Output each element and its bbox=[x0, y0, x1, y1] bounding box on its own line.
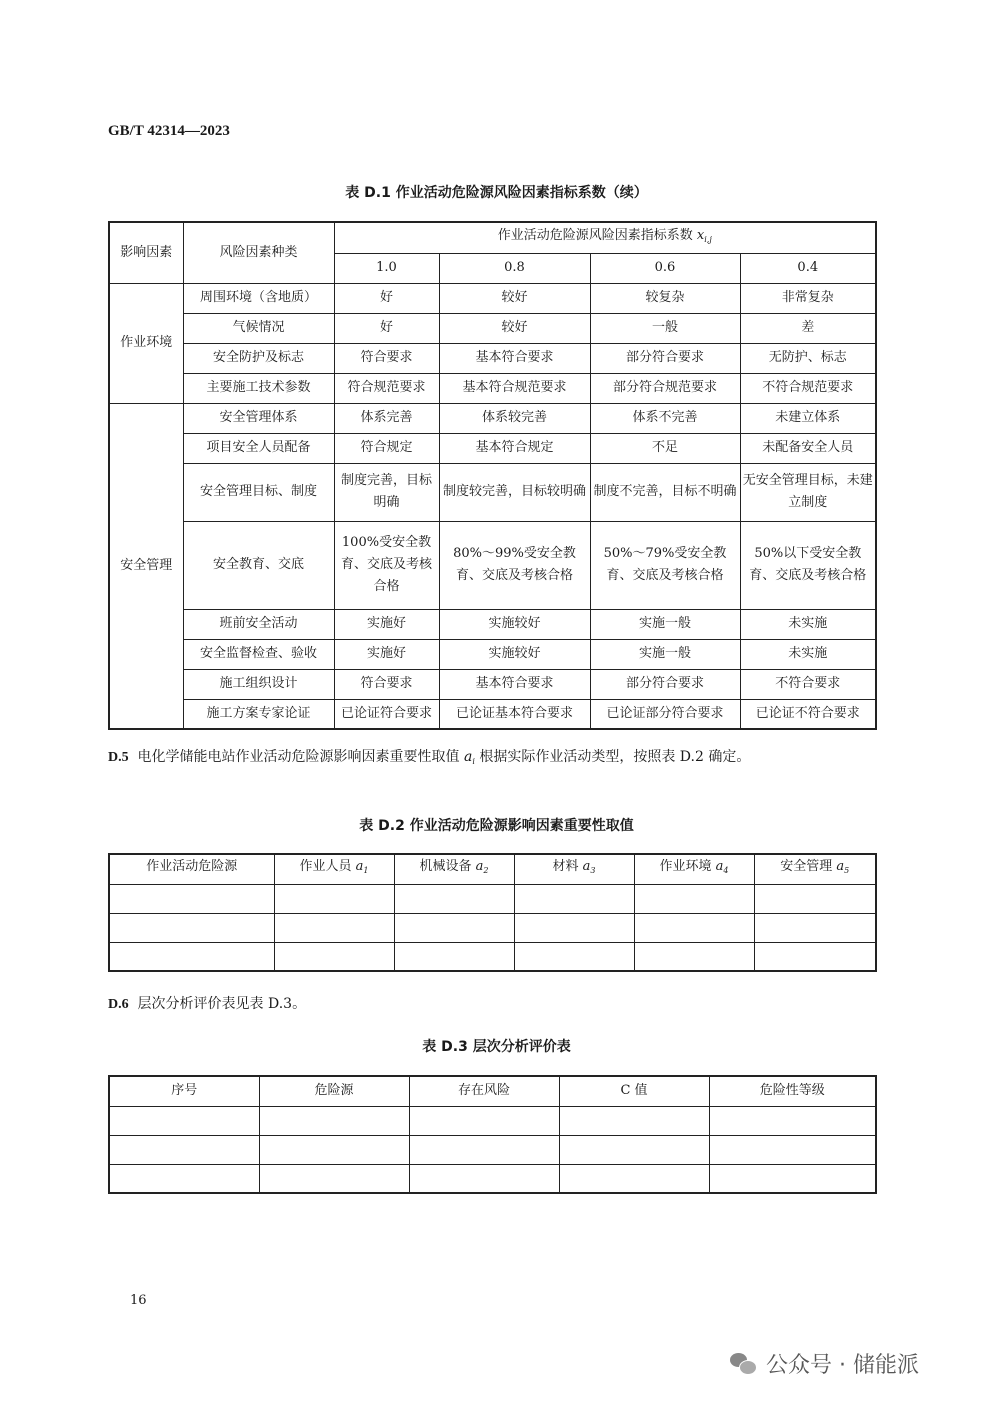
column-header: 危险源 bbox=[259, 1076, 409, 1106]
risk-kind: 安全管理目标、制度 bbox=[183, 463, 334, 521]
table-d2 bbox=[108, 853, 877, 972]
coef-value: 100%受安全教育、交底及考核合格 bbox=[334, 521, 439, 609]
risk-kind: 施工组织设计 bbox=[183, 669, 334, 699]
group-name: 作业环境 bbox=[109, 283, 183, 403]
standard-code: GB/T 42314—2023 bbox=[108, 123, 230, 139]
empty-cell bbox=[394, 942, 514, 971]
empty-cell bbox=[514, 942, 634, 971]
table-d3 bbox=[108, 1075, 877, 1194]
page-number: 16 bbox=[130, 1293, 147, 1308]
watermark bbox=[730, 1348, 919, 1379]
table-row bbox=[109, 1164, 876, 1193]
empty-cell bbox=[259, 1164, 409, 1193]
coef-value: 无安全管理目标，未建立制度 bbox=[740, 463, 876, 521]
column-header: 作业环境 $a_4$ bbox=[634, 854, 754, 884]
column-header: C 值 bbox=[559, 1076, 709, 1106]
coef-value: 符合要求 bbox=[334, 343, 439, 373]
table-row bbox=[109, 913, 876, 942]
empty-cell bbox=[274, 913, 394, 942]
coef-value: 部分符合规范要求 bbox=[590, 373, 740, 403]
table-row bbox=[109, 433, 876, 463]
table-row bbox=[109, 313, 876, 343]
coef-value: 差 bbox=[740, 313, 876, 343]
coef-value: 实施好 bbox=[334, 639, 439, 669]
empty-cell bbox=[634, 913, 754, 942]
table-d3-caption: 表 D.3 层次分析评价表 bbox=[422, 1039, 571, 1055]
risk-kind: 主要施工技术参数 bbox=[183, 373, 334, 403]
table-row bbox=[109, 283, 876, 313]
coef-value: 未实施 bbox=[740, 639, 876, 669]
level-3: 0.6 bbox=[590, 253, 740, 283]
table-row bbox=[109, 1135, 876, 1164]
table-header-row bbox=[109, 854, 876, 884]
coef-value: 50%以下受安全教育、交底及考核合格 bbox=[740, 521, 876, 609]
level-2: 0.8 bbox=[439, 253, 590, 283]
coef-value: 实施一般 bbox=[590, 609, 740, 639]
coef-value: 实施一般 bbox=[590, 639, 740, 669]
empty-cell bbox=[109, 942, 274, 971]
table-row bbox=[109, 639, 876, 669]
table-row bbox=[109, 1106, 876, 1135]
table-d1-caption: 表 D.1 作业活动危险源风险因素指标系数（续） bbox=[345, 185, 648, 201]
coef-value: 好 bbox=[334, 283, 439, 313]
column-header: 危险性等级 bbox=[709, 1076, 876, 1106]
para-d5: D.5 电化学储能电站作业活动危险源影响因素重要性取值 $a_i$ 根据实际作业活动类型，按照表 D.2 确定。 bbox=[108, 749, 751, 766]
risk-kind: 施工方案专家论证 bbox=[183, 699, 334, 729]
coef-value: 未建立体系 bbox=[740, 403, 876, 433]
coef-value: 基本符合规定 bbox=[439, 433, 590, 463]
coef-value: 制度完善，目标明确 bbox=[334, 463, 439, 521]
coef-value: 体系较完善 bbox=[439, 403, 590, 433]
coef-value: 好 bbox=[334, 313, 439, 343]
coef-value: 基本符合要求 bbox=[439, 343, 590, 373]
empty-cell bbox=[559, 1164, 709, 1193]
coef-value: 50%～79%受安全教育、交底及考核合格 bbox=[590, 521, 740, 609]
table-row bbox=[109, 521, 876, 609]
coef-value: 部分符合要求 bbox=[590, 343, 740, 373]
coef-value: 实施好 bbox=[334, 609, 439, 639]
column-header: 机械设备 $a_2$ bbox=[394, 854, 514, 884]
table-row bbox=[109, 373, 876, 403]
level-1: 1.0 bbox=[334, 253, 439, 283]
risk-kind: 周围环境（含地质） bbox=[183, 283, 334, 313]
para-d6: D.6 层次分析评价表见表 D.3。 bbox=[108, 996, 307, 1012]
empty-cell bbox=[109, 884, 274, 913]
risk-kind: 班前安全活动 bbox=[183, 609, 334, 639]
coef-value: 已论证符合要求 bbox=[334, 699, 439, 729]
coef-value: 已论证基本符合要求 bbox=[439, 699, 590, 729]
risk-kind: 项目安全人员配备 bbox=[183, 433, 334, 463]
table-d1 bbox=[108, 221, 877, 730]
empty-cell bbox=[394, 884, 514, 913]
coef-value: 基本符合规范要求 bbox=[439, 373, 590, 403]
empty-cell bbox=[274, 942, 394, 971]
empty-cell bbox=[394, 913, 514, 942]
empty-cell bbox=[409, 1106, 559, 1135]
coef-value: 实施较好 bbox=[439, 639, 590, 669]
coef-value: 基本符合要求 bbox=[439, 669, 590, 699]
empty-cell bbox=[109, 1106, 259, 1135]
risk-kind: 安全防护及标志 bbox=[183, 343, 334, 373]
table-d2-caption: 表 D.2 作业活动危险源影响因素重要性取值 bbox=[359, 818, 634, 834]
coef-value: 符合规定 bbox=[334, 433, 439, 463]
coef-value: 制度不完善，目标不明确 bbox=[590, 463, 740, 521]
head-coef: 作业活动危险源风险因素指标系数 $x_{i,j}$ bbox=[334, 222, 876, 253]
empty-cell bbox=[109, 1164, 259, 1193]
watermark-text: 公众号 · 储能派 bbox=[766, 1353, 919, 1378]
table-row bbox=[109, 343, 876, 373]
coef-value: 一般 bbox=[590, 313, 740, 343]
coef-value: 80%～99%受安全教育、交底及考核合格 bbox=[439, 521, 590, 609]
table-row bbox=[109, 699, 876, 729]
coef-value: 制度较完善，目标较明确 bbox=[439, 463, 590, 521]
empty-cell bbox=[559, 1135, 709, 1164]
empty-cell bbox=[559, 1106, 709, 1135]
empty-cell bbox=[634, 884, 754, 913]
coef-value: 不符合要求 bbox=[740, 669, 876, 699]
empty-cell bbox=[514, 913, 634, 942]
wechat-icon bbox=[730, 1353, 756, 1375]
coef-value: 非常复杂 bbox=[740, 283, 876, 313]
empty-cell bbox=[634, 942, 754, 971]
group-name: 安全管理 bbox=[109, 403, 183, 729]
coef-value: 较复杂 bbox=[590, 283, 740, 313]
empty-cell bbox=[109, 913, 274, 942]
table-row bbox=[109, 942, 876, 971]
coef-value: 符合规范要求 bbox=[334, 373, 439, 403]
coef-value: 较好 bbox=[439, 313, 590, 343]
coef-value: 较好 bbox=[439, 283, 590, 313]
column-header: 安全管理 $a_5$ bbox=[754, 854, 876, 884]
table-row bbox=[109, 463, 876, 521]
column-header: 作业人员 $a_1$ bbox=[274, 854, 394, 884]
column-header: 序号 bbox=[109, 1076, 259, 1106]
empty-cell bbox=[409, 1164, 559, 1193]
column-header: 作业活动危险源 bbox=[109, 854, 274, 884]
table-row bbox=[109, 403, 876, 433]
table-header-row bbox=[109, 1076, 876, 1106]
table-row bbox=[109, 884, 876, 913]
coef-value: 未实施 bbox=[740, 609, 876, 639]
column-header: 存在风险 bbox=[409, 1076, 559, 1106]
risk-kind: 安全管理体系 bbox=[183, 403, 334, 433]
risk-kind: 安全监督检查、验收 bbox=[183, 639, 334, 669]
risk-kind: 安全教育、交底 bbox=[183, 521, 334, 609]
head-kind: 风险因素种类 bbox=[183, 222, 334, 283]
coef-value: 部分符合要求 bbox=[590, 669, 740, 699]
coef-value: 不符合规范要求 bbox=[740, 373, 876, 403]
coef-value: 符合要求 bbox=[334, 669, 439, 699]
coef-value: 已论证不符合要求 bbox=[740, 699, 876, 729]
coef-value: 未配备安全人员 bbox=[740, 433, 876, 463]
level-4: 0.4 bbox=[740, 253, 876, 283]
empty-cell bbox=[259, 1135, 409, 1164]
coef-value: 无防护、标志 bbox=[740, 343, 876, 373]
head-factor: 影响因素 bbox=[109, 222, 183, 283]
column-header: 材料 $a_3$ bbox=[514, 854, 634, 884]
table-row bbox=[109, 609, 876, 639]
empty-cell bbox=[274, 884, 394, 913]
empty-cell bbox=[514, 884, 634, 913]
empty-cell bbox=[709, 1135, 876, 1164]
table-row bbox=[109, 669, 876, 699]
empty-cell bbox=[754, 913, 876, 942]
empty-cell bbox=[709, 1164, 876, 1193]
empty-cell bbox=[709, 1106, 876, 1135]
empty-cell bbox=[409, 1135, 559, 1164]
coef-value: 已论证部分符合要求 bbox=[590, 699, 740, 729]
empty-cell bbox=[754, 884, 876, 913]
risk-kind: 气候情况 bbox=[183, 313, 334, 343]
coef-value: 体系不完善 bbox=[590, 403, 740, 433]
coef-value: 实施较好 bbox=[439, 609, 590, 639]
empty-cell bbox=[754, 942, 876, 971]
coef-value: 不足 bbox=[590, 433, 740, 463]
empty-cell bbox=[259, 1106, 409, 1135]
empty-cell bbox=[109, 1135, 259, 1164]
coef-value: 体系完善 bbox=[334, 403, 439, 433]
